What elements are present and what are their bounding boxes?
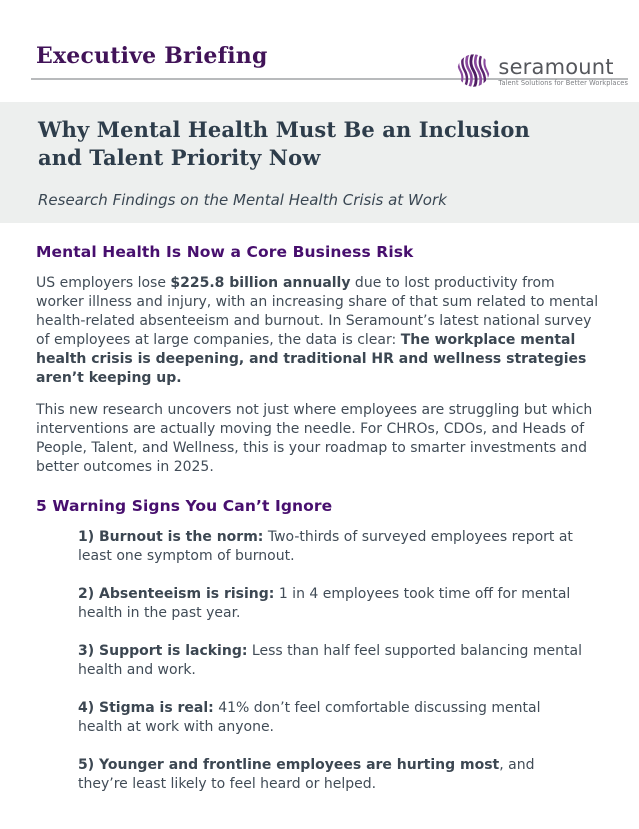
section-heading-warning-signs: 5 Warning Signs You Can’t Ignore	[36, 497, 333, 515]
warning-sign-lead: 1) Burnout is the norm:	[78, 529, 264, 545]
logo-tagline: Talent Solutions for Better Workplaces	[498, 79, 628, 87]
paragraph-business-risk-2: This new research uncovers not just where employees are struggling but which interventions are actually moving the needle. For CHROs, CDOs, and Heads of People, Talent, and Wellness, this is your roadmap to smarter investments and better outcomes in 2025.	[36, 402, 593, 475]
seramount-logo	[456, 53, 628, 88]
logo-wordmark: seramount	[498, 55, 614, 79]
warning-signs-list	[36, 528, 603, 794]
warning-sign-item-5	[78, 756, 588, 794]
warning-sign-rest: Two-thirds of surveyed employees report at least one symptom of burnout.	[78, 529, 573, 564]
document-title: Why Mental Health Must Be an Inclusion and Talent Priority Now	[38, 117, 530, 170]
section-heading-business-risk: Mental Health Is Now a Core Business Risk	[36, 243, 414, 261]
warning-sign-lead: 3) Support is lacking:	[78, 643, 248, 659]
warning-sign-lead: 2) Absenteeism is rising:	[78, 586, 275, 602]
warning-sign-rest: 41% don’t feel comfortable discussing mental health at work with anyone.	[78, 700, 541, 735]
document-eyebrow-title: Executive Briefing	[36, 43, 268, 69]
warning-sign-lead: 4) Stigma is real:	[78, 700, 214, 716]
warning-sign-rest: Less than half feel supported balancing mental health and work.	[78, 643, 582, 678]
warning-sign-item-3	[78, 642, 588, 680]
warning-sign-rest: 1 in 4 employees took time off for mental health in the past year.	[78, 586, 571, 621]
warning-sign-item-4	[78, 699, 588, 737]
logo-text-block	[498, 53, 628, 87]
paragraph-segment: US employers lose	[36, 275, 171, 291]
warning-sign-lead: 5) Younger and frontline employees are hurting most	[78, 757, 500, 773]
paragraph-segment: due to lost productivity from worker illness and injury, with an increasing share of that sum related to mental health-related absenteeism and burnout. In Seramount’s latest national survey of employees at large companies, the data is clear:	[36, 275, 599, 348]
document-subtitle: Research Findings on the Mental Health Crisis at Work	[38, 191, 447, 209]
seramount-swirl-icon	[456, 53, 491, 88]
paragraph-segment-bold: The workplace mental health crisis is deepening, and traditional HR and wellness strategies aren’t keeping up.	[36, 332, 587, 386]
hero-band	[0, 102, 639, 223]
warning-sign-rest: , and they’re least likely to feel heard or helped.	[78, 757, 535, 792]
warning-sign-item-1	[78, 528, 588, 566]
document-body	[36, 243, 603, 794]
paragraph-business-risk-1	[36, 274, 603, 388]
warning-sign-item-2	[78, 585, 588, 623]
paragraph-segment-bold: $225.8 billion annually	[170, 275, 351, 291]
